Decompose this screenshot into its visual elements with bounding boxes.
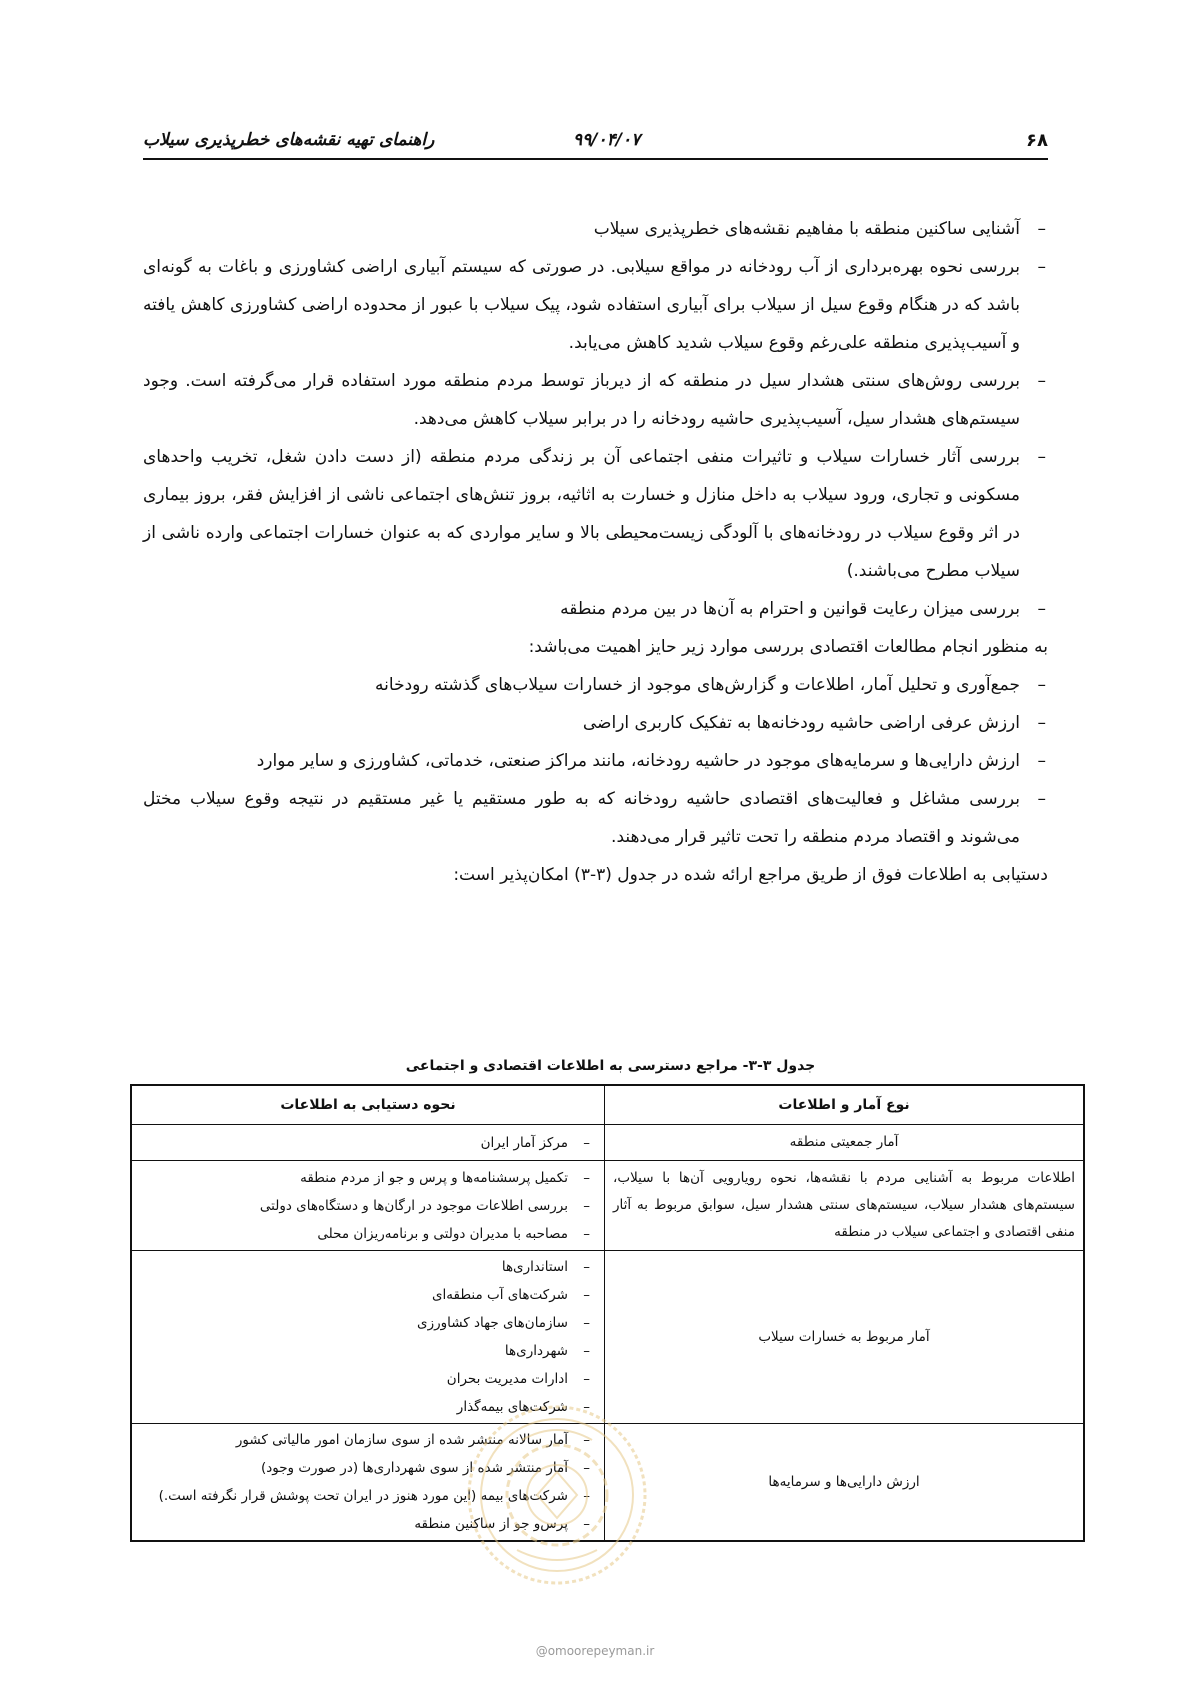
dash-marker: – [583, 1432, 590, 1448]
access-item: – شرکت‌های بیمه (این مورد هنوز در ایران تحت پوشش قرار نگرفته است.) [138, 1482, 598, 1510]
table-caption: جدول ۳-۳- مراجع دسترسی به اطلاعات اقتصادی و اجتماعی [405, 1058, 816, 1074]
access-item: – تکمیل پرسشنامه‌ها و پرس و جو از مردم منطقه [138, 1164, 598, 1192]
dash-marker: – [1037, 751, 1046, 771]
access-item: – ادارات مدیریت بحران [138, 1365, 598, 1393]
table-row [131, 1161, 1084, 1251]
access-item: – آمار سالانه منتشر شده از سوی سازمان امور مالیاتی کشور [138, 1426, 598, 1454]
dash-marker: – [1037, 371, 1046, 391]
dash-marker: – [583, 1134, 590, 1151]
dash-marker: – [583, 1371, 590, 1387]
dash-marker: – [1037, 447, 1046, 467]
access-cell [131, 1125, 605, 1161]
dash-marker: – [583, 1225, 590, 1242]
dash-marker: – [1037, 789, 1046, 809]
body-text [143, 210, 1048, 894]
access-item: – آمار منتشر شده از سوی شهرداری‌ها (در صورت وجود) [138, 1454, 598, 1482]
dash-marker: – [583, 1315, 590, 1331]
access-item: – شرکت‌های آب منطقه‌ای [138, 1281, 598, 1309]
table-intro: دستیابی به اطلاعات فوق از طریق مراجع ارائه شده در جدول (۳-۳) امکان‌پذیر است: [453, 865, 1048, 885]
dash-marker: – [583, 1343, 590, 1359]
access-item: – استانداری‌ها [138, 1253, 598, 1281]
dash-marker: – [583, 1197, 590, 1214]
dash-marker: – [583, 1516, 590, 1532]
table-header-row [131, 1085, 1084, 1125]
access-item: – سازمان‌های جهاد کشاورزی [138, 1309, 598, 1337]
dash-marker: – [583, 1259, 590, 1275]
access-cell [131, 1161, 605, 1251]
type-cell: ارزش دارایی‌ها و سرمایه‌ها [605, 1424, 1085, 1542]
dash-marker: – [1037, 675, 1046, 695]
list-item: – بررسی مشاغل و فعالیت‌های اقتصادی حاشیه رودخانه که به طور مستقیم یا غیر مستقیم در نتیجه وقوع سیلاب مختل می‌شوند و اقتصاد مردم منطقه را تحت تاثیر قرار می‌دهند. [143, 780, 1048, 856]
dash-marker: – [583, 1460, 590, 1476]
dash-marker: – [583, 1488, 590, 1504]
access-item: – شهرداری‌ها [138, 1337, 598, 1365]
column-header-access: نحوه دستیابی به اطلاعات [131, 1085, 605, 1125]
header-date: ۹۹/۰۴/۰۷ [573, 130, 641, 150]
list-item: – آشنایی ساکنین منطقه با مفاهیم نقشه‌های خطرپذیری سیلاب [143, 210, 1048, 248]
access-item: – پرس‌و جو از ساکنین منطقه [138, 1510, 598, 1538]
type-cell: آمار جمعیتی منطقه [605, 1125, 1085, 1161]
dash-marker: – [1037, 599, 1046, 619]
table-row [131, 1125, 1084, 1161]
watermark-url: @omoorepeyman.ir [535, 1644, 655, 1658]
access-item: – مرکز آمار ایران [138, 1129, 598, 1157]
list-item: – بررسی روش‌های سنتی هشدار سیل در منطقه که از دیرباز توسط مردم منطقه مورد استفاده قرار می‌گرفته است. وجود سیستم‌های هشدار سیل، آسیب‌پذیری حاشیه رودخانه را در برابر سیلاب کاهش می‌دهد. [143, 362, 1048, 438]
dash-marker: – [1037, 257, 1046, 277]
type-cell: آمار مربوط به خسارات سیلاب [605, 1251, 1085, 1424]
list-item: – ارزش دارایی‌ها و سرمایه‌های موجود در حاشیه رودخانه، مانند مراکز صنعتی، خدماتی، کشاورزی و سایر موارد [143, 742, 1048, 780]
dash-marker: – [583, 1287, 590, 1303]
page-header [143, 118, 1048, 160]
access-item: – مصاحبه با مدیران دولتی و برنامه‌ریزان محلی [138, 1220, 598, 1248]
type-cell: اطلاعات مربوط به آشنایی مردم با نقشه‌ها، نحوه رویارویی آن‌ها با سیلاب، سیستم‌های هشدار سیلاب، سیستم‌های سنتی هشدار سیل، سوابق مربوط به آثار منفی اقتصادی و اجتماعی سیلاب در منطقه [605, 1161, 1085, 1251]
dash-marker: – [583, 1169, 590, 1186]
column-header-type: نوع آمار و اطلاعات [605, 1085, 1085, 1125]
header-title: راهنمای تهیه نقشه‌های خطرپذیری سیلاب [143, 130, 435, 150]
seal-stamp-icon [462, 1400, 652, 1590]
list-item: – جمع‌آوری و تحلیل آمار، اطلاعات و گزارش‌های موجود از خسارات سیلاب‌های گذشته رودخانه [143, 666, 1048, 704]
dash-marker: – [1037, 219, 1046, 239]
dash-marker: – [583, 1399, 590, 1415]
list-item: – بررسی آثار خسارات سیلاب و تاثیرات منفی اجتماعی آن بر زندگی مردم منطقه (از دست دادن شغل، تخریب واحدهای مسکونی و تجاری، ورود سیلاب به داخل منازل و خسارت به اثاثیه، بروز تنش‌های اجتماعی ناشی از افزایش فقر، بروز بیماری در اثر وقوع سیلاب در رودخانه‌های با آلودگی زیست‌محیطی بالا و سایر مواردی که به عنوان خسارات اجتماعی وارده ناشی از سیلاب مطرح می‌باشند.) [143, 438, 1048, 590]
access-cell [131, 1251, 605, 1424]
access-item: – شرکت‌های بیمه‌گذار [138, 1393, 598, 1421]
table-row [131, 1251, 1084, 1424]
access-item: – بررسی اطلاعات موجود در ارگان‌ها و دستگاه‌های دولتی [138, 1192, 598, 1220]
list-item: – بررسی میزان رعایت قوانین و احترام به آن‌ها در بین مردم منطقه [143, 590, 1048, 628]
list-item: – بررسی نحوه بهره‌برداری از آب رودخانه در مواقع سیلابی. در صورتی که سیستم آبیاری اراضی کشاورزی و باغات به گونه‌ای باشد که در هنگام وقوع سیل از سیلاب برای آبیاری استفاده شود، پیک سیلاب با عبور از محدوده اراضی کشاورزی کاهش یافته و آسیب‌پذیری منطقه علی‌رغم وقوع سیلاب شدید کاهش می‌یابد. [143, 248, 1048, 362]
economic-intro: به منظور انجام مطالعات اقتصادی بررسی موارد زیر حایز اهمیت می‌باشد: [528, 637, 1048, 657]
dash-marker: – [1037, 713, 1046, 733]
list-item: – ارزش عرفی اراضی حاشیه رودخانه‌ها به تفکیک کاربری اراضی [143, 704, 1048, 742]
page-number: ۶۸ [1026, 130, 1048, 151]
